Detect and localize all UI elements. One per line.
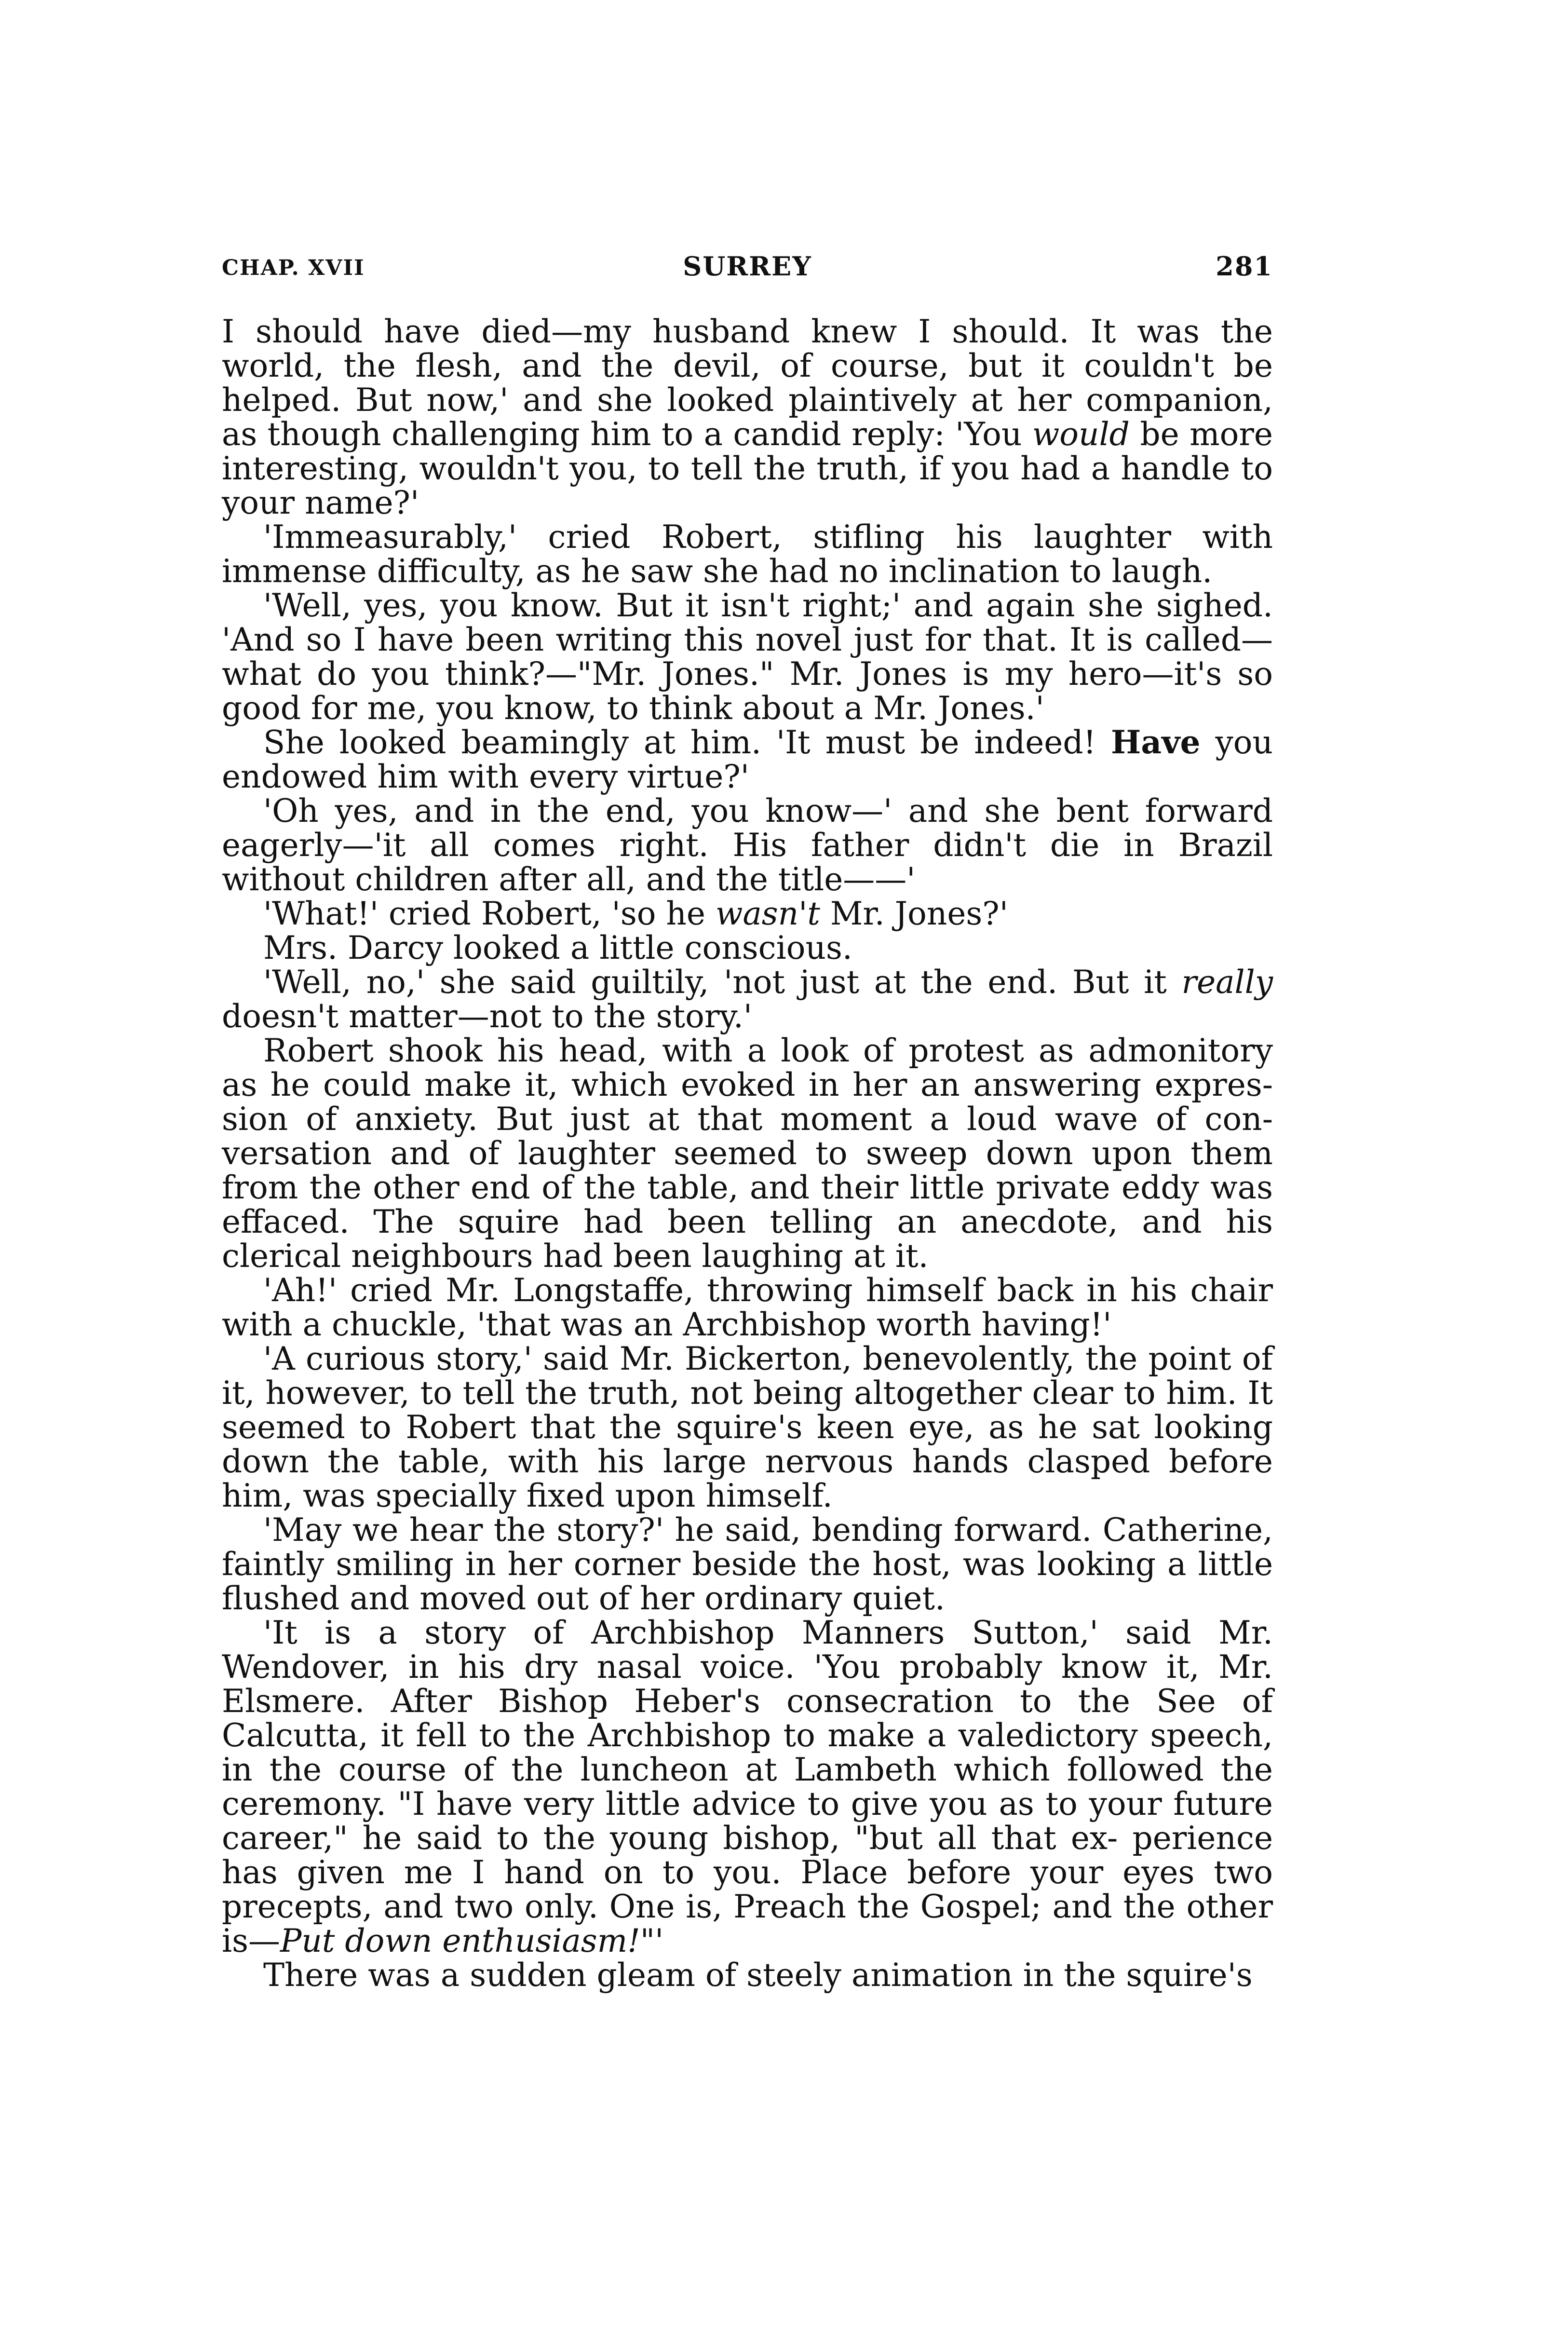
text-run: 'Well, no,' she said guiltily, 'not just at the end. But it [263, 964, 1182, 1001]
text-run: wasn't [715, 895, 820, 932]
paragraph [222, 1033, 1273, 1273]
text-run: 'What!' cried Robert, 'so he [263, 895, 716, 932]
paragraph [222, 1616, 1273, 1958]
paragraph [222, 725, 1273, 794]
text-run: you endowed him with every virtue?' [222, 724, 1273, 795]
paragraph [222, 588, 1273, 725]
running-title: SURREY [683, 251, 812, 282]
paragraph [222, 931, 1273, 965]
text-run: would [1032, 416, 1130, 453]
text-run: There was a sudden gleam of steely animation in the squire's [263, 1957, 1253, 1994]
text-run: Put down enthusiasm! [280, 1922, 640, 1959]
running-head [222, 251, 1273, 289]
paragraph [222, 520, 1273, 588]
paragraph [222, 314, 1273, 520]
text-run: She looked beamingly at him. 'It must be indeed! [263, 724, 1111, 761]
text-run: Robert shook his head, with a look of protest as admonitory as he could make it, which evoked in her an answering expres- sion of anxiety. But just at that moment a loud wave of con- versation and of laughter seemed to sweep down upon them from the other end of the table, and their little private eddy was effaced. The squire had been telling an anecdote, and his clerical neighbours had been laughing at it. [222, 1032, 1273, 1275]
text-run: "' [640, 1922, 664, 1959]
paragraph [222, 794, 1273, 897]
text-run: 'May we hear the story?' he said, bending forward. Catherine, faintly smiling in her corner beside the host, was looking a little flushed and moved out of her ordinary quiet. [222, 1511, 1273, 1617]
paragraph [222, 1273, 1273, 1342]
page-number: 281 [1216, 251, 1273, 282]
paragraph [222, 1342, 1273, 1513]
chapter-label: CHAP. XVII [222, 256, 365, 280]
text-run: Have [1111, 723, 1201, 761]
book-page [222, 251, 1273, 1992]
text-run: 'It is a story of Archbishop Manners Sutton,' said Mr. Wendover, in his dry nasal voice. 'You probably know it, Mr. Elsmere. After Bishop Heber's consecration to the See of Calcutta, it fell to the Archbishop to make a valedictory speech, in the course of the luncheon at Lambeth which followed the ceremony. "I have very little advice to give you as to your future career," he said to the young bishop, "but all that ex- perience has given me I hand on to you. Place before your eyes two precepts, and two only. One is, Preach the Gospel; and the other is— [222, 1614, 1273, 1959]
paragraph [222, 897, 1273, 931]
paragraph [222, 1958, 1273, 1992]
text-run: be more interesting, wouldn't you, to tell the truth, if you had a handle to your name?' [222, 416, 1273, 521]
text-run: 'Immeasurably,' cried Robert, stifling his laughter with immense difficulty, as he saw she had no inclination to laugh. [222, 518, 1273, 590]
body-text [222, 314, 1273, 1992]
text-run: 'A curious story,' said Mr. Bickerton, benevolently, the point of it, however, to tell the truth, not being altogether clear to him. It seemed to Robert that the squire's keen eye, as he sat looking down the table, with his large nervous hands clasped before him, was specially fixed upon himself. [222, 1340, 1273, 1514]
text-run: Mr. Jones?' [820, 895, 1008, 932]
paragraph [222, 965, 1273, 1033]
text-run: Mrs. Darcy looked a little conscious. [263, 929, 852, 966]
text-run: 'Well, yes, you know. But it isn't right;' and again she sighed. 'And so I have been writing this novel just for that. It is called—what do you think?—"Mr. Jones." Mr. Jones is my hero—it's so good for me, you know, to think about a Mr. Jones.' [222, 587, 1273, 727]
text-run: I should have died—my husband knew I should. It was the world, the flesh, and the devil, of course, but it couldn't be helped. But now,' and she looked plaintively at her companion, as though challenging him to a candid reply: 'You [222, 313, 1273, 453]
text-run: 'Oh yes, and in the end, you know—' and she bent forward eagerly—'it all comes right. His father didn't die in Brazil without children after all, and the title——' [222, 792, 1273, 898]
text-run: 'Ah!' cried Mr. Longstaffe, throwing himself back in his chair with a chuckle, 'that was an Archbishop worth having!' [222, 1272, 1273, 1343]
text-run: doesn't matter—not to the story.' [222, 998, 753, 1035]
text-run: really [1181, 964, 1273, 1001]
paragraph [222, 1513, 1273, 1616]
